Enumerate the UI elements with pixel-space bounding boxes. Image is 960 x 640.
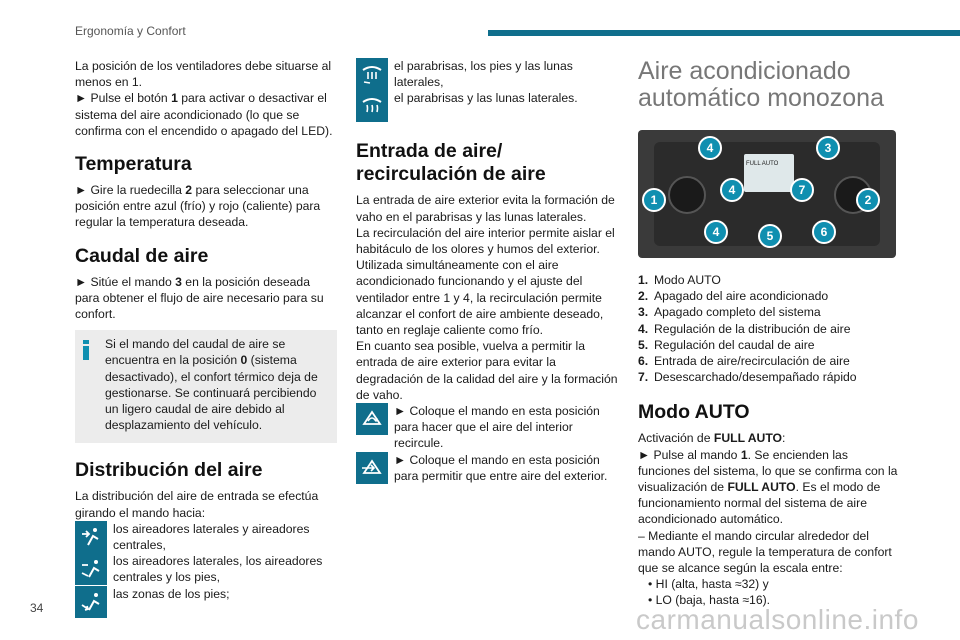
airflow-windscreen-feet-icon [356,58,388,90]
callout-5: 5 [758,224,782,248]
airflow-heading: Caudal de aire [75,244,209,267]
recirculation-item: ► Coloque el mando en esta posición para hacer que el aire del interior recircule. [356,403,618,452]
temperature-heading: Temperatura [75,153,192,176]
header-accent-bar [488,30,960,36]
column-3 [638,58,898,609]
recirculation-text: La entrada de aire exterior evita la formación de vaho en el parabrisas y las lunas laterales. La recirculación del aire interior permite aislar el habitáculo de los olores y humos del exterior. Utilizada simultáneamente con el aire acondicionado funcionando y el ajuste del ventilador entre 1 y 4, la recirculación permite alcanzar el confort de aire ambiente deseado, tanto en reglaje caliente como frío. En cuanto sea posible, vuelva a permitir la entrada de aire exterior para evitar la degradación de la calidad del aire y la formación de vaho. [356,193,618,402]
climate-control-panel-image [638,130,896,258]
callout-3: 3 [816,136,840,160]
legend-item: 6. Entrada de aire/recirculación de aire [638,354,850,369]
page-number: 34 [30,601,44,615]
airflow-face-vents-icon [75,521,107,553]
airflow-text: ► Sitúe el mando 3 en la posición deseada para obtener el flujo de aire necesario para su confort. [75,274,324,322]
callout-7: 7 [790,178,814,202]
legend-item: 5. Regulación del caudal de aire [638,337,815,352]
legend-item: 4. Regulación de la distribución de aire [638,321,851,336]
intro-text: La posición de los ventiladores debe situarse al menos en 1. [75,59,332,90]
activation-label: Activación de FULL AUTO: [638,431,786,446]
header-section-title: Ergonomía y Confort [75,24,186,38]
info-text: Si el mando del caudal de aire se encuentra en la posición 0 (sistema desactivado), el confort térmico deja de gestionarse. Se continuará percibiendo un ligero caudal de aire debido al desplazamiento del vehículo. [105,337,318,433]
auto-knob [668,176,706,214]
air-recirculation-icon [356,403,388,435]
recirculation-item: ► Coloque el mando en esta posición para permitir que entre aire del exterior. [356,452,618,484]
bullet-item: • LO (baja, hasta ≈16). [648,593,771,608]
bullet-item: • HI (alta, hasta ≈32) y [648,577,769,592]
callout-1: 1 [642,188,666,212]
auto-mode-heading: Modo AUTO [638,401,750,424]
column-2 [356,58,618,484]
outside-air-intake-icon [356,452,388,484]
panel-display: FULL AUTO [744,154,794,192]
distribution-item: los aireadores laterales, los aireadores centrales y los pies, [75,553,337,585]
legend-list [638,272,898,385]
intro-text-2: ► Pulse el botón 1 para activar o desactivar el sistema del aire acondicionado (lo que se confirma con el encendido o apagado del LED). [75,91,333,138]
distribution-item: las zonas de los pies; [75,586,337,618]
distribution-item: los aireadores laterales y aireadores centrales, [75,521,337,553]
distribution-intro: La distribución del aire de entrada se efectúa girando el mando hacia: [75,489,319,520]
callout-4c: 4 [704,220,728,244]
auto-mode-text-2: – Mediante el mando circular alrededor del mando AUTO, regule la temperatura de confort que se alcance según la escala entre: [638,528,892,576]
callout-4b: 4 [720,178,744,202]
section-title: Aire acondicionado automático monozona [638,57,884,112]
callout-6: 6 [812,220,836,244]
watermark: carmanualsonline.info [636,604,919,635]
info-icon [83,340,89,358]
auto-mode-text: ► Pulse al mando 1. Se encienden las funciones del sistema, lo que se confirma con la visualización de FULL AUTO. Es el modo de funcionamiento normal del sistema de aire acondicionado automático. [638,447,898,527]
airflow-face-feet-icon [75,553,107,585]
temperature-text: ► Gire la ruedecilla 2 para seleccionar una posición entre azul (frío) y rojo (caliente) para regular la temperatura deseada. [75,183,321,230]
column-1 [75,58,337,618]
recirculation-heading: Entrada de aire/ recirculación de aire [356,140,546,186]
legend-item: 1. Modo AUTO [638,273,721,287]
legend-item: 7. Desescarchado/desempañado rápido [638,370,857,385]
info-box [75,330,337,443]
legend-item: 2. Apagado del aire acondicionado [638,289,829,304]
distribution-item: el parabrisas y las lunas laterales. [356,90,618,122]
callout-2: 2 [856,188,880,212]
windscreen-defrost-icon [356,90,388,122]
legend-item: 3. Apagado completo del sistema [638,305,821,320]
distribution-heading: Distribución del aire [75,459,263,482]
airflow-feet-icon [75,586,107,618]
callout-4: 4 [698,136,722,160]
distribution-item: el parabrisas, los pies y las lunas laterales, [356,58,618,90]
